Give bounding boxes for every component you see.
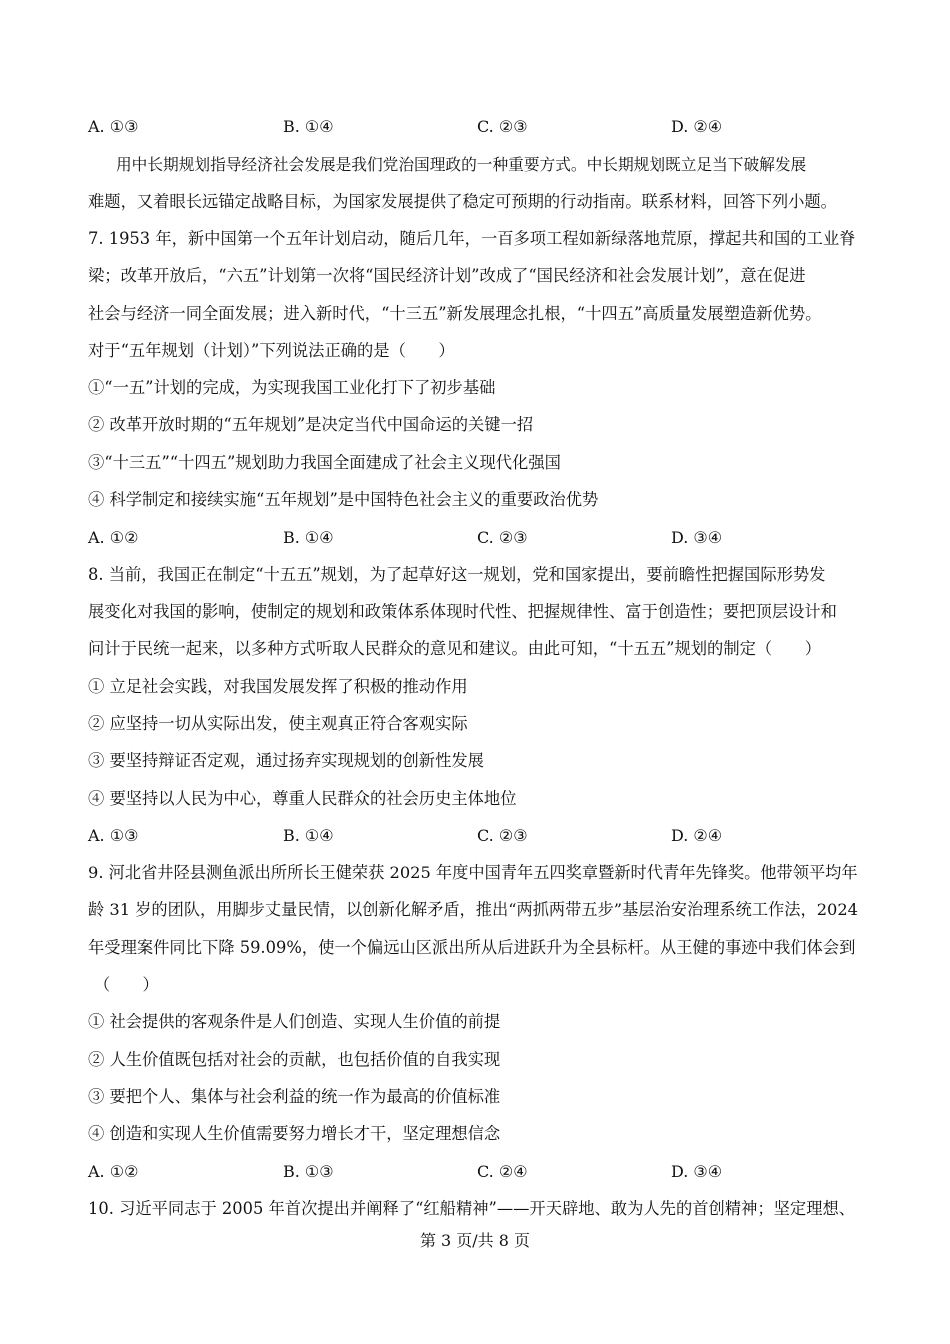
q7-item: ③“十三五”“十四五”规划助力我国全面建成了社会主义现代化强国 [88, 453, 561, 472]
option-c: C. ②③ [477, 826, 528, 845]
option-a: A. ①③ [88, 826, 139, 845]
option-a: A. ①② [88, 528, 139, 547]
option-c: C. ②③ [477, 528, 528, 547]
q8-item: ② 应坚持一切从实际出发，使主观真正符合客观实际 [88, 714, 468, 733]
intro-line: 用中长期规划指导经济社会发展是我们党治国理政的一种重要方式。中长期规划既立足当下破解发展 [116, 155, 807, 174]
q7-stem-line: 7. 1953 年，新中国第一个五年计划启动，随后几年，一百多项工程如新绿落地荒原，撑起共和国的工业脊 [88, 229, 856, 248]
q7-item: ①“一五”计划的完成，为实现我国工业化打下了初步基础 [88, 378, 496, 397]
q7-item: ④ 科学制定和接续实施“五年规划”是中国特色社会主义的重要政治优势 [88, 490, 599, 509]
q6-options [88, 117, 868, 137]
q7-stem-line: 对于“五年规划（计划）”下列说法正确的是（ ） [88, 341, 455, 360]
option-d: D. ③④ [671, 1162, 723, 1181]
q8-options [88, 826, 868, 846]
q10-stem-line: 10. 习近平同志于 2005 年首次提出并阐释了“红船精神”——开天辟地、敢为人先的首创精神；坚定理想、 [88, 1199, 856, 1218]
option-c: C. ②③ [477, 117, 528, 136]
q8-item: ① 立足社会实践，对我国发展发挥了积极的推动作用 [88, 677, 468, 696]
q8-item: ③ 要坚持辩证否定观，通过扬弃实现规划的创新性发展 [88, 751, 484, 770]
q8-item: ④ 要坚持以人民为中心，尊重人民群众的社会历史主体地位 [88, 789, 517, 808]
q8-stem-line: 展变化对我国的影响，使制定的规划和政策体系体现时代性、把握规律性、富于创造性；要把顶层设计和 [88, 602, 837, 621]
q9-item: ④ 创造和实现人生价值需要努力增长才干，坚定理想信念 [88, 1124, 501, 1143]
q7-stem-line: 社会与经济一同全面发展；进入新时代，“十三五”新发展理念扎根，“十四五”高质量发展塑造新优势。 [88, 304, 822, 323]
page-footer: 第 3 页/共 8 页 [419, 1231, 531, 1250]
q9-stem-line: （ ） [94, 975, 159, 994]
q9-stem-line: 9. 河北省井陉县测鱼派出所所长王健荣获 2025 年度中国青年五四奖章暨新时代青年先锋奖。他带领平均年 [88, 863, 858, 882]
q7-item: ② 改革开放时期的“五年规划”是决定当代中国命运的关键一招 [88, 415, 534, 434]
option-c: C. ②④ [477, 1162, 528, 1181]
option-a: A. ①② [88, 1162, 139, 1181]
option-d: D. ②④ [671, 117, 723, 136]
option-b: B. ①③ [283, 1162, 334, 1181]
option-b: B. ①④ [283, 117, 334, 136]
q9-item: ③ 要把个人、集体与社会利益的统一作为最高的价值标准 [88, 1087, 501, 1106]
q9-item: ② 人生价值既包括对社会的贡献，也包括价值的自我实现 [88, 1050, 501, 1069]
q9-stem-line: 年受理案件同比下降 59.09%，使一个偏远山区派出所从后进跃升为全县标杆。从王健的事迹中我们体会到 [88, 938, 856, 957]
option-b: B. ①④ [283, 826, 334, 845]
q9-item: ① 社会提供的客观条件是人们创造、实现人生价值的前提 [88, 1012, 501, 1031]
q9-options [88, 1162, 868, 1182]
q7-stem-line: 梁；改革开放后，“六五”计划第一次将“国民经济计划”改成了“国民经济和社会发展计划”，意在促进 [88, 266, 806, 285]
q9-stem-line: 龄 31 岁的团队，用脚步丈量民情，以创新化解矛盾，推出“两抓两带五步”基层治安治理系统工作法，2024 [88, 900, 858, 919]
q8-stem-line: 问计于民统一起来，以多种方式听取人民群众的意见和建议。由此可知，“十五五”规划的制定（ ） [88, 639, 822, 658]
option-d: D. ③④ [671, 528, 723, 547]
q8-stem-line: 8. 当前，我国正在制定“十五五”规划，为了起草好这一规划，党和国家提出，要前瞻性把握国际形势发 [88, 565, 826, 584]
option-d: D. ②④ [671, 826, 723, 845]
intro-line: 难题，又着眼长远锚定战略目标，为国家发展提供了稳定可预期的行动指南。联系材料，回答下列小题。 [88, 192, 837, 211]
q7-options [88, 528, 868, 548]
option-a: A. ①③ [88, 117, 139, 136]
option-b: B. ①④ [283, 528, 334, 547]
